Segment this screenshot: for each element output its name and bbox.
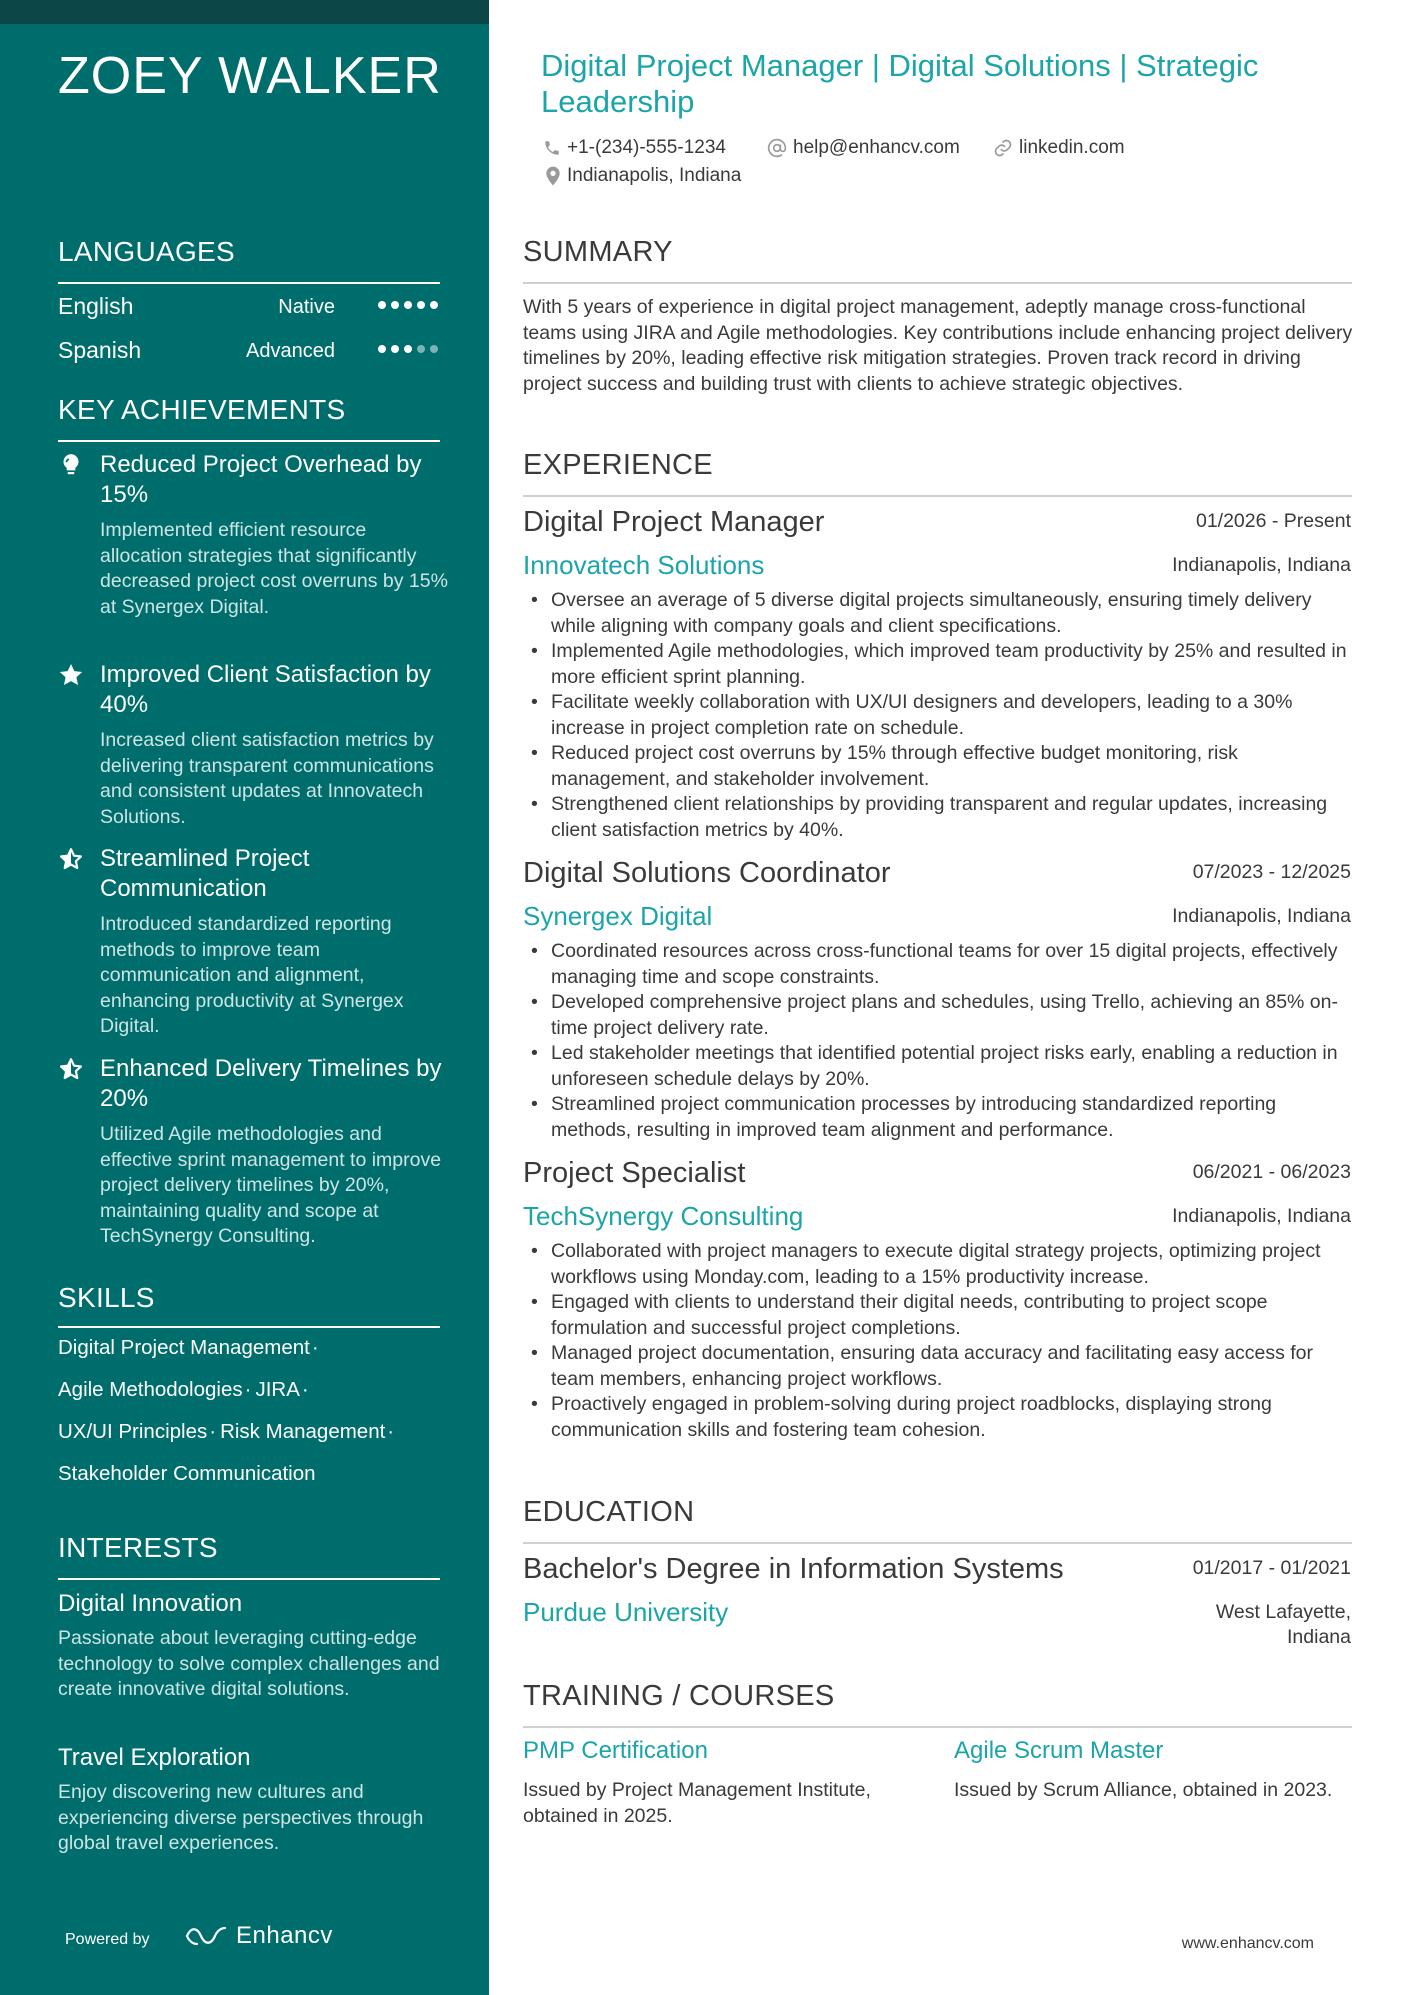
rating-dot-filled — [404, 301, 412, 309]
skills-line — [58, 1462, 316, 1486]
list-item: • Engaged with clients to understand their digital needs, contributing to project scope formulation and successful project completions. — [523, 1290, 1353, 1341]
phone-icon — [543, 139, 561, 157]
skills-divider — [58, 1326, 440, 1328]
job-company: TechSynergy Consulting — [523, 1201, 804, 1231]
education-location-line1: West Lafayette, — [1215, 1601, 1351, 1623]
achievements-title: KEY ACHIEVEMENTS — [58, 394, 346, 425]
location-text: Indianapolis, Indiana — [567, 165, 742, 186]
education-divider — [523, 1542, 1352, 1544]
brand-logo[interactable] — [184, 1922, 333, 1950]
skill-separator: · — [301, 1378, 309, 1401]
candidate-name: ZOEY WALKER — [58, 47, 442, 105]
skills-line — [58, 1336, 323, 1360]
interest-description: Passionate about leveraging cutting-edge technology to solve complex challenges and create innovative digital solutions. — [58, 1627, 440, 1700]
achievement-item — [58, 660, 448, 830]
sidebar — [0, 0, 489, 1995]
language-name: English — [58, 293, 134, 319]
summary-title: SUMMARY — [523, 236, 673, 268]
powered-by-label: Powered by — [65, 1931, 150, 1948]
job-bullets — [523, 939, 1353, 1143]
skills-title: SKILLS — [58, 1282, 155, 1313]
experience-divider — [523, 495, 1352, 497]
skill-separator: · — [387, 1420, 395, 1443]
achievement-title: Improved Client Satisfaction by 40% — [100, 661, 431, 718]
linkedin-text: linkedin.com — [1019, 137, 1125, 158]
list-item: • Strengthened client relationships by providing transparent and regular updates, increasing client satisfaction metrics by 40%. — [523, 792, 1353, 843]
skill-tag: Digital Project Management — [58, 1336, 310, 1359]
achievements-divider — [58, 440, 440, 442]
education-school: Purdue University — [523, 1597, 729, 1627]
rating-dot-filled — [391, 345, 399, 353]
star-icon — [58, 662, 84, 688]
job-dates: 07/2023 - 12/2025 — [1192, 861, 1351, 883]
achievement-description: Implemented efficient resource allocation strategies that significantly decreased project cost overruns by 15% at Synergex Digital. — [100, 519, 448, 618]
link-icon — [993, 138, 1013, 158]
language-rating — [378, 301, 438, 309]
list-item: • Implemented Agile methodologies, which improved team productivity by 25% and resulted in more efficient sprint planning. — [523, 639, 1353, 690]
job-location: Indianapolis, Indiana — [1172, 1205, 1351, 1227]
star-outline-icon — [58, 1056, 84, 1082]
interests-title: INTERESTS — [58, 1532, 218, 1563]
skill-separator: · — [244, 1378, 252, 1401]
star-outline-icon — [58, 846, 84, 872]
at-sign-icon — [767, 138, 787, 158]
education-dates: 01/2017 - 01/2021 — [1192, 1557, 1351, 1579]
education-title: EDUCATION — [523, 1496, 695, 1528]
training-divider — [523, 1726, 1352, 1728]
interest-description: Enjoy discovering new cultures and experiencing diverse perspectives through global travel experiences. — [58, 1781, 424, 1854]
rating-dot-filled — [430, 301, 438, 309]
list-item: • Reduced project cost overruns by 15% through effective budget monitoring, risk management, and stakeholder involvement. — [523, 741, 1353, 792]
contact-email[interactable] — [767, 137, 960, 159]
skills-line — [58, 1420, 398, 1444]
list-item: • Streamlined project communication processes by introducing standardized reporting methods, resulting in improved team alignment and performance. — [523, 1092, 1353, 1143]
job-company: Synergex Digital — [523, 901, 713, 931]
training-title: TRAINING / COURSES — [523, 1680, 835, 1712]
list-item: • Coordinated resources across cross-functional teams for over 15 digital projects, effectively managing time and scope constraints. — [523, 939, 1353, 990]
rating-dot-filled — [378, 345, 386, 353]
education-location-line2: Indiana — [1287, 1626, 1351, 1648]
experience-title: EXPERIENCE — [523, 449, 713, 481]
footer-url[interactable]: www.enhancv.com — [1181, 1935, 1314, 1952]
interest-title: Digital Innovation — [58, 1590, 243, 1617]
list-item: • Collaborated with project managers to execute digital strategy projects, optimizing project workflows using Monday.com, leading to a 15% productivity increase. — [523, 1239, 1353, 1290]
skill-tag: JIRA — [255, 1378, 300, 1401]
job-dates: 06/2021 - 06/2023 — [1192, 1161, 1351, 1183]
list-item: • Facilitate weekly collaboration with UX/UI designers and developers, leading to a 30% increase in project completion rate on schedule. — [523, 690, 1353, 741]
rating-dot-empty — [430, 345, 438, 353]
achievement-description: Utilized Agile methodologies and effective sprint management to improve project delivery timelines by 20%, maintaining quality and scope at TechSynergy Consulting. — [100, 1123, 442, 1247]
education-degree: Bachelor's Degree in Information Systems — [523, 1553, 1064, 1585]
achievement-title: Streamlined Project Communication — [100, 845, 310, 902]
job-bullets — [523, 588, 1353, 843]
skill-separator: · — [311, 1336, 319, 1359]
language-name: Spanish — [58, 337, 142, 363]
job-role: Digital Solutions Coordinator — [523, 857, 891, 889]
list-item: • Led stakeholder meetings that identified potential project risks early, enabling a reduction in unforeseen schedule delays by 20%. — [523, 1041, 1353, 1092]
job-role: Digital Project Manager — [523, 506, 825, 538]
lightbulb-icon — [58, 452, 84, 478]
summary-divider — [523, 282, 1352, 284]
achievement-description: Increased client satisfaction metrics by delivering transparent communications and consistent updates at Innovatech Solutions. — [100, 729, 434, 828]
skill-tag: UX/UI Principles — [58, 1420, 208, 1443]
achievement-item — [58, 1054, 448, 1250]
headline: Digital Project Manager | Digital Solutions | Strategic Leadership — [541, 48, 1259, 119]
location-pin-icon — [545, 166, 561, 186]
course-description: Issued by Project Management Institute, obtained in 2025. — [523, 1779, 871, 1827]
job-location: Indianapolis, Indiana — [1172, 905, 1351, 927]
job-location: Indianapolis, Indiana — [1172, 554, 1351, 576]
list-item: • Developed comprehensive project plans and schedules, using Trello, achieving an 85% on-time project delivery rate. — [523, 990, 1353, 1041]
achievement-title: Enhanced Delivery Timelines by 20% — [100, 1055, 442, 1112]
rating-dot-filled — [391, 301, 399, 309]
achievement-item — [58, 844, 448, 1040]
job-company: Innovatech Solutions — [523, 550, 765, 580]
language-row — [58, 293, 440, 323]
achievement-title: Reduced Project Overhead by 15% — [100, 451, 422, 508]
interest-title: Travel Exploration — [58, 1744, 251, 1771]
list-item: • Oversee an average of 5 diverse digital projects simultaneously, ensuring timely delivery while aligning with company goals and client specifications. — [523, 588, 1353, 639]
course-title: PMP Certification — [523, 1737, 708, 1764]
contact-location — [545, 165, 741, 187]
course-title: Agile Scrum Master — [954, 1737, 1164, 1764]
phone-text: +1-(234)-555-1234 — [567, 137, 726, 158]
language-rating — [378, 345, 438, 353]
skill-tag: Risk Management — [220, 1420, 386, 1443]
rating-dot-empty — [417, 345, 425, 353]
contact-phone[interactable] — [543, 137, 726, 159]
rating-dot-filled — [417, 301, 425, 309]
summary-text: With 5 years of experience in digital project management, adeptly manage cross-functional teams using JIRA and Agile methodologies. Key contributions include enhancing project delivery timelines by 20%, leading effective risk mitigation strategies. Proven track record in driving project success and building trust with clients to achieve strategic objectives. — [523, 296, 1353, 395]
achievement-item — [58, 450, 448, 620]
rating-dot-filled — [378, 301, 386, 309]
list-item: • Managed project documentation, ensuring data accuracy and facilitating easy access for team members, enhancing project workflows. — [523, 1341, 1353, 1392]
languages-divider — [58, 282, 440, 284]
job-dates: 01/2026 - Present — [1195, 510, 1351, 532]
job-role: Project Specialist — [523, 1157, 746, 1189]
language-row — [58, 337, 440, 367]
skill-tag: Stakeholder Communication — [58, 1462, 316, 1485]
brand-name: Enhancv — [236, 1922, 333, 1949]
achievement-description: Introduced standardized reporting methods to improve team communication and alignment, enhancing productivity at Synergex Digital. — [100, 913, 404, 1037]
language-level: Advanced — [246, 340, 335, 362]
skills-line — [58, 1378, 313, 1402]
contact-linkedin[interactable] — [993, 137, 1125, 159]
language-level: Native — [278, 296, 335, 318]
list-item: • Proactively engaged in problem-solving during project roadblocks, displaying strong communication skills and fostering team cohesion. — [523, 1392, 1353, 1443]
rating-dot-filled — [404, 345, 412, 353]
course-description: Issued by Scrum Alliance, obtained in 2023. — [954, 1779, 1333, 1801]
interests-divider — [58, 1578, 440, 1580]
sidebar-top-strip — [0, 0, 489, 24]
enhancv-logo-icon — [184, 1924, 228, 1948]
email-text: help@enhancv.com — [793, 137, 960, 158]
skill-tag: Agile Methodologies — [58, 1378, 243, 1401]
languages-title: LANGUAGES — [58, 236, 235, 267]
skill-separator: · — [209, 1420, 217, 1443]
job-bullets — [523, 1239, 1353, 1443]
